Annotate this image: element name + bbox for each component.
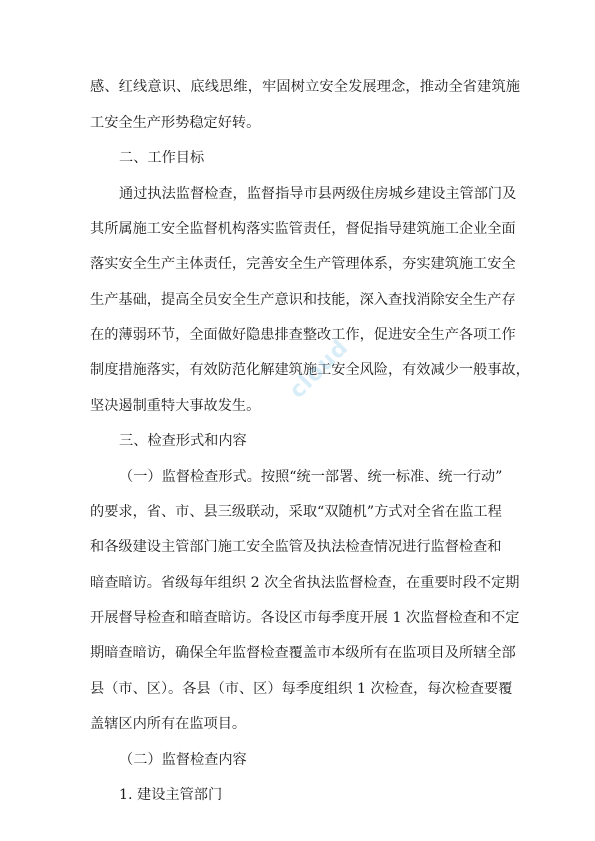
- section-heading-goals: 二、工作目标: [119, 150, 205, 166]
- body-line-5: 落实安全生产主体责任，完善安全生产管理体系，夯实建筑施工安全: [90, 256, 516, 272]
- body-line-8: 制度措施落实，有效防范化解建筑施工安全风险，有效减少一般事故，: [90, 362, 530, 378]
- body-line-12: 和各级建设主管部门施工安全监管及执法检查情况进行监督检查和: [90, 539, 502, 555]
- body-line-16: 县（市、区）。各县（市、区）每季度组织 1 次检查，每次检查要覆: [90, 681, 513, 697]
- body-line-11: 的要求，省、市、县三级联动，采取“双随机”方式对全省在监工程: [90, 504, 502, 520]
- body-line-3: 通过执法监督检查，监督指导市县两级住房城乡建设主管部门及: [119, 186, 517, 202]
- body-line-9: 坚决遏制重特大事故发生。: [90, 398, 261, 414]
- body-line-7: 在的薄弱环节，全面做好隐患排查整改工作，促进安全生产各项工作: [90, 327, 516, 343]
- body-line-17: 盖辖区内所有在监项目。: [90, 716, 247, 732]
- body-line-10: （一）监督检查形式。按照“统一部署、统一标准、统一行动”: [119, 469, 503, 485]
- body-line-1: 感、红线意识、底线思维，牢固树立安全发展理念，推动全省建筑施: [90, 79, 521, 95]
- subsection-heading-construction-dept: 1. 建设主管部门: [119, 787, 223, 803]
- body-line-6: 生产基础，提高全员安全生产意识和技能，深入查找消除安全生产存: [90, 292, 516, 308]
- body-line-2: 工安全生产形势稳定好转。: [90, 115, 261, 131]
- body-line-15: 期暗查暗访，确保全年监督检查覆盖市本级所有在监项目及所辖全部: [90, 645, 516, 661]
- body-line-14: 开展督导检查和暗查暗访。各设区市每季度开展 1 次监督检查和不定: [90, 610, 520, 626]
- subsection-heading-content: （二）监督检查内容: [119, 752, 247, 768]
- cloud-watermark: cloud: [285, 335, 354, 404]
- body-line-4: 其所属施工安全监督机构落实监管责任，督促指导建筑施工企业全面: [90, 221, 516, 237]
- section-heading-inspection: 三、检查形式和内容: [119, 433, 247, 449]
- body-line-13: 暗查暗访。省级每年组织 2 次全省执法监督检查，在重要时段不定期: [90, 575, 520, 591]
